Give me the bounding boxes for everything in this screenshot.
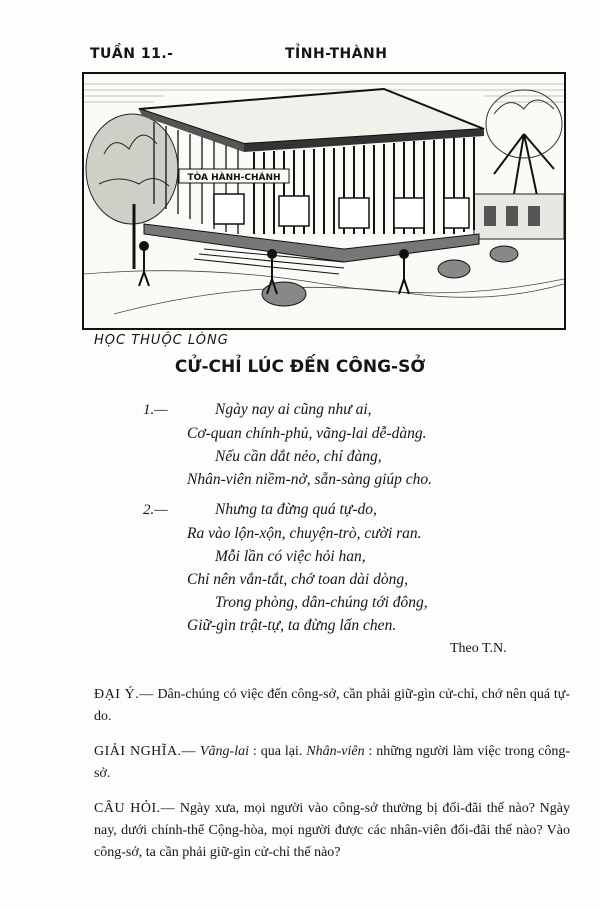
page-header-week: TUẦN 11.- <box>90 46 174 62</box>
stanza-1-line-4: Nhân-viên niềm-nở, sẵn-sàng giúp cho. <box>187 471 433 488</box>
stanza-2-line-4: Chỉ nên vắn-tắt, chớ toan dài dòng, <box>187 571 408 588</box>
giai-nghia-paragraph <box>94 741 570 785</box>
dai-y-label: ĐẠI Ý.— <box>94 687 154 702</box>
dai-y-paragraph <box>94 684 570 728</box>
term-vang-lai: Vãng-lai <box>199 744 249 759</box>
poem-title: CỬ-CHỈ LÚC ĐẾN CÔNG-SỞ <box>174 357 426 377</box>
stanza-1-line-3: Nếu cần dắt nẻo, chỉ đàng, <box>215 448 382 465</box>
building-illustration <box>82 72 566 330</box>
stanza-1-line-2: Cơ-quan chính-phủ, vãng-lai dễ-dàng. <box>187 425 427 442</box>
stanza-1-number: 1.— <box>143 402 168 418</box>
background-building <box>474 194 564 239</box>
def-vang-lai: : qua lại. <box>252 744 303 759</box>
term-nhan-vien: Nhân-viên <box>306 744 365 759</box>
stanza-2-line-6: Giữ-gìn trật-tự, ta đừng lấn chen. <box>187 617 397 634</box>
giai-nghia-label: GIẢI NGHĨA.— <box>94 744 197 759</box>
building-drawing <box>84 74 564 328</box>
stanza-1-line-1: Ngày nay ai cũng như ai, <box>215 401 372 418</box>
cau-hoi-text: Ngày xưa, mọi người vào công-sở thường bị đối-đãi thế nào? Ngày nay, dưới chính-thể Cộng-hòa, mọi người được các nhân-viên đối-đãi thế nào? Vào công-sở, ta cần phải giữ-gìn cử-chỉ thế nào? <box>94 801 570 860</box>
ground <box>84 271 564 314</box>
cau-hoi-label: CÂU HỎI.— <box>94 801 176 816</box>
stanza-2-line-2: Ra vào lộn-xộn, chuyện-trò, cười ran. <box>187 525 422 542</box>
left-tree <box>86 114 178 269</box>
def-nhan-vien: : những người làm việc trong công-sở. <box>94 744 571 781</box>
stanza-2-line-3: Mỗi lần có việc hỏi han, <box>215 548 366 565</box>
section-label: HỌC THUỘC LÒNG <box>94 333 229 348</box>
stanza-2-line-1: Nhưng ta đừng quá tự-do, <box>215 501 377 518</box>
poem-source: Theo T.N. <box>450 641 507 656</box>
dai-y-text: Dân-chúng có việc đến công-sở, cần phải giữ-gìn cử-chỉ, chớ nên quá tự-do. <box>94 687 570 724</box>
page-header-chapter: TỈNH-THÀNH <box>285 46 388 62</box>
cau-hoi-paragraph <box>94 798 570 864</box>
stanza-2-number: 2.— <box>143 502 168 518</box>
building-sign: TÒA HÀNH-CHÁNH <box>187 173 281 183</box>
stanza-2-line-5: Trong phòng, dân-chúng tới đông, <box>215 594 428 611</box>
